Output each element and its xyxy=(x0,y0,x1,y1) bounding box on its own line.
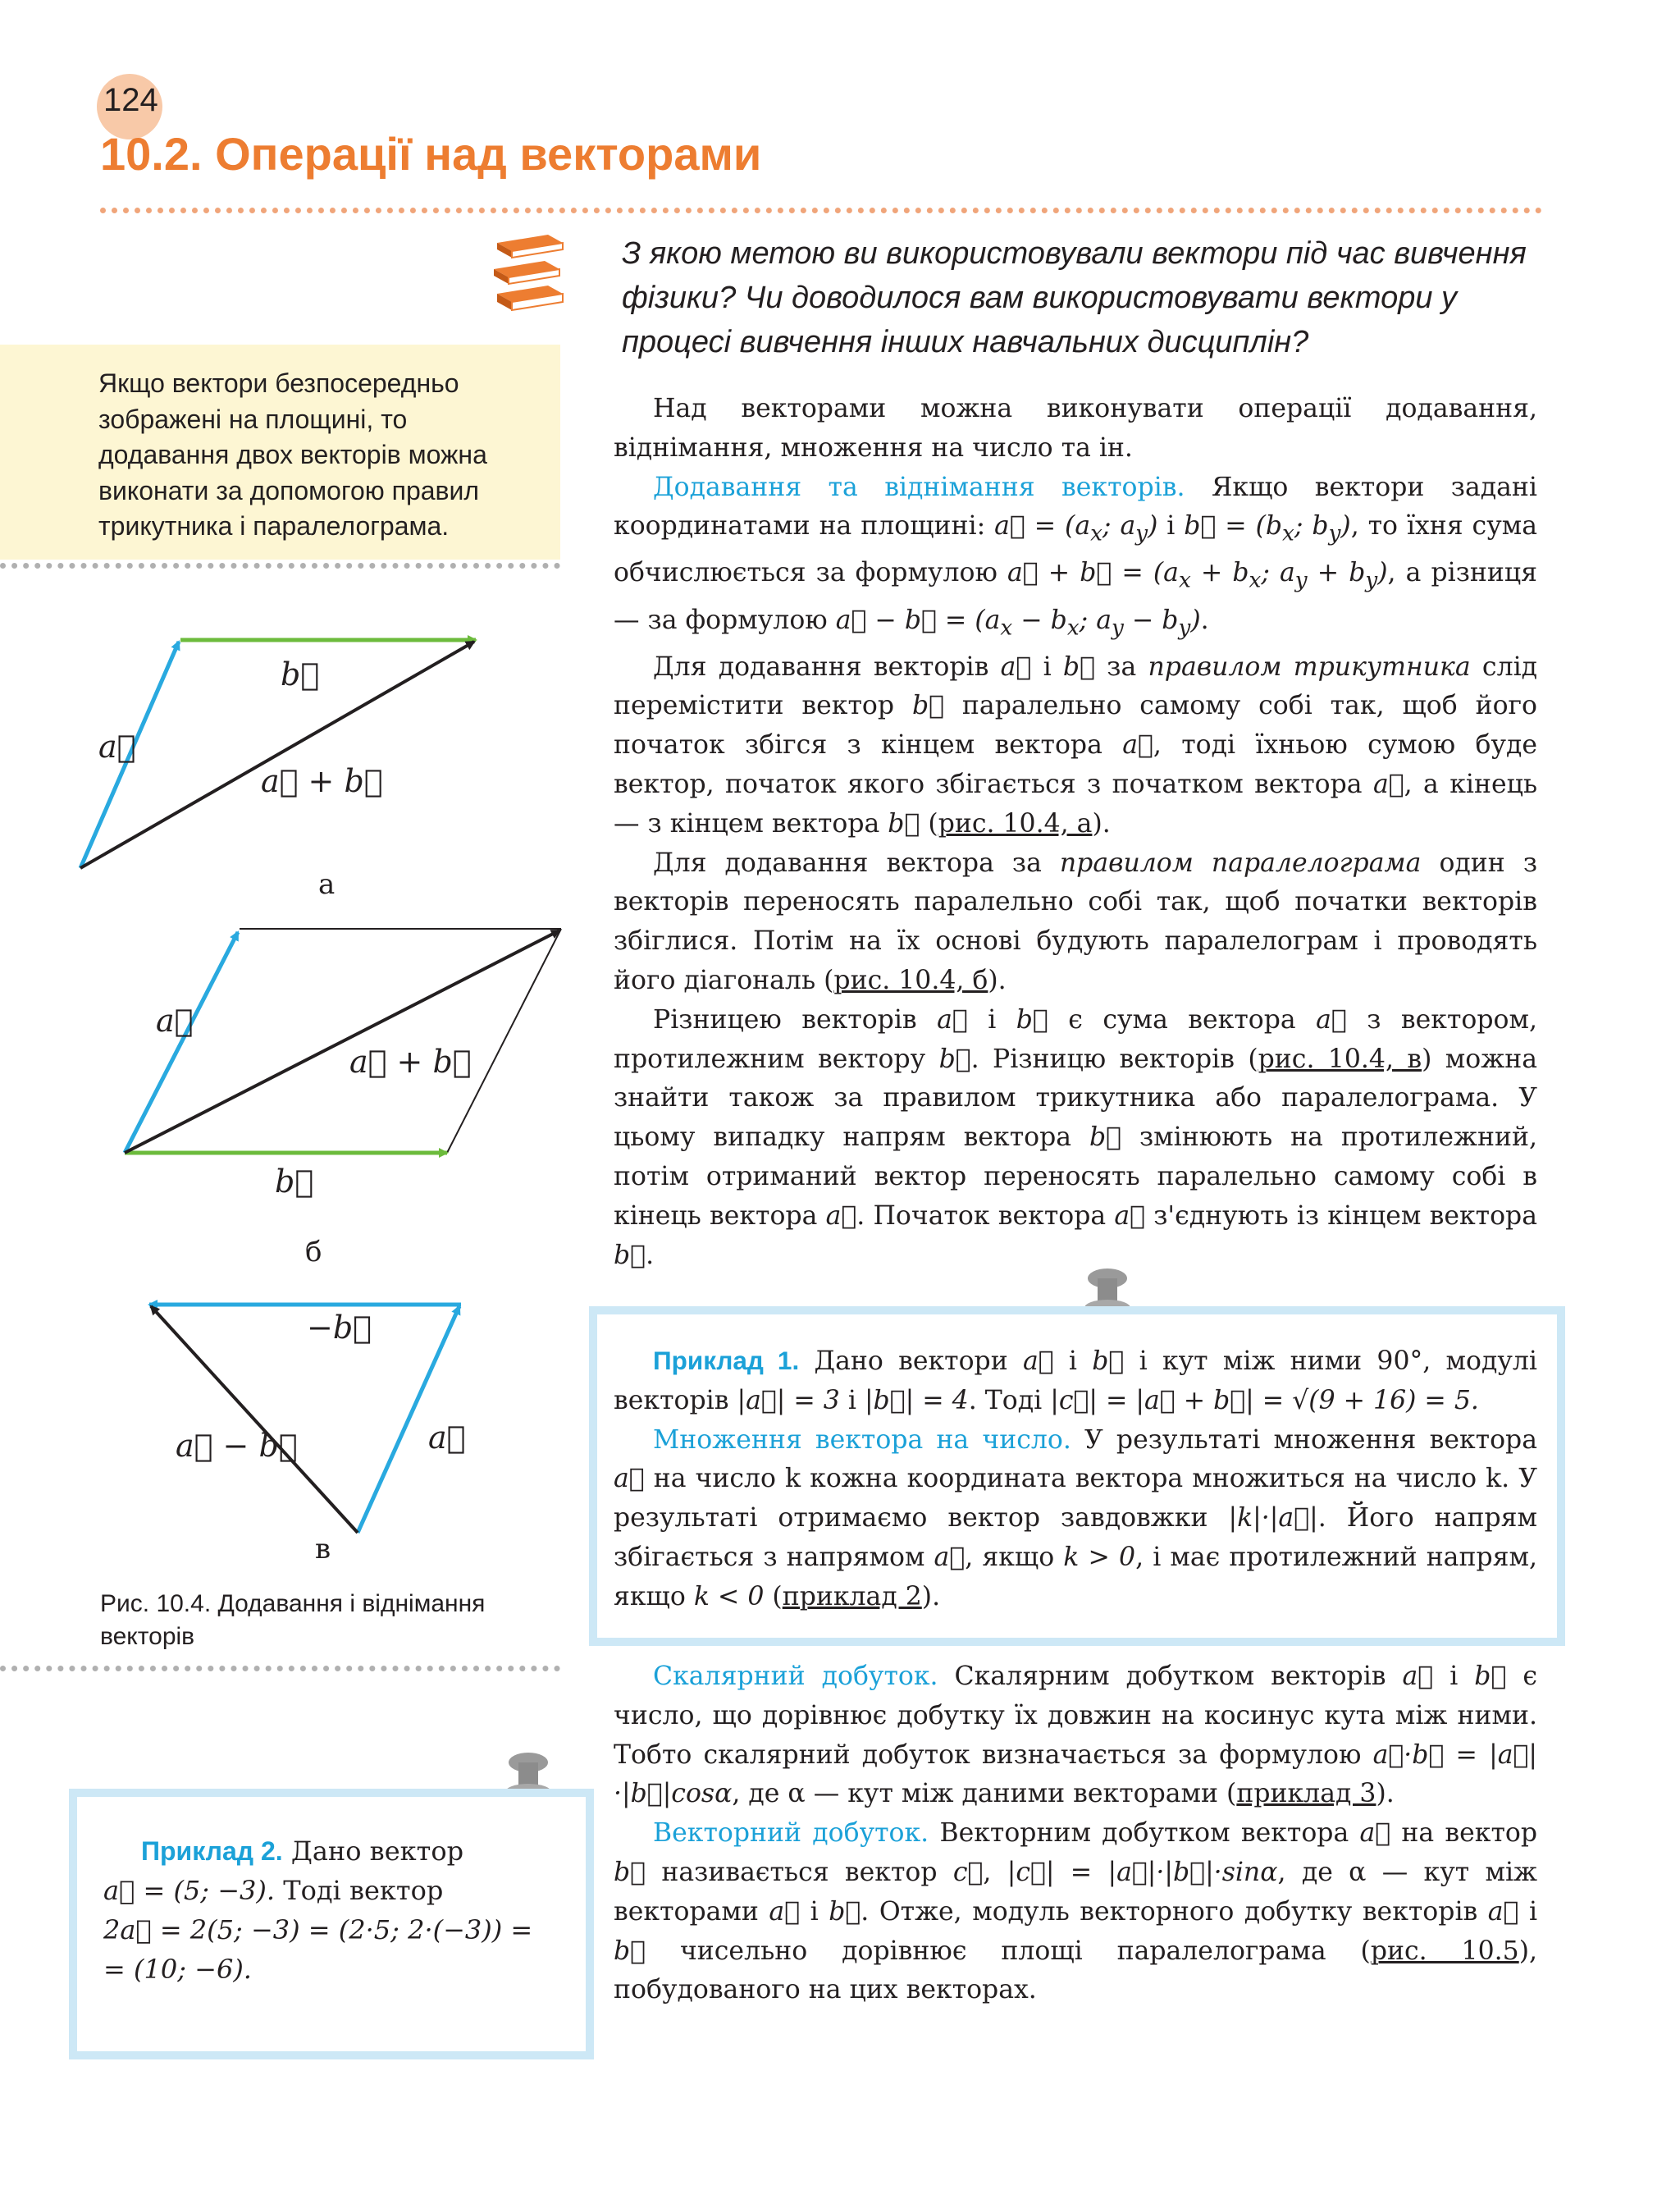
example-2-ref[interactable]: приклад 2 xyxy=(782,1581,922,1611)
addsub-heading: Додавання та віднімання векторів. xyxy=(653,472,1185,502)
figure-caption: Рис. 10.4. Додавання і віднімання векторів xyxy=(100,1590,486,1650)
example-2-line-4: = (10; −6). xyxy=(103,1954,252,1985)
books-icon xyxy=(491,231,566,313)
side-note-text: Якщо вектори безпосередньо зображені на площині, то додавання двох векторів можна виконати за допомогою правил трикутника і паралелограма. xyxy=(98,368,487,541)
label-vec-a2: a⃗ xyxy=(156,1003,194,1039)
example-2-line-2: a⃗ = (5; −3). Тоді вектор xyxy=(103,1875,444,1906)
scalar-product-heading: Скалярний добуток. xyxy=(653,1662,938,1691)
figure-label-a: а xyxy=(318,868,336,901)
sum-vector-arrow xyxy=(80,642,474,868)
intro-paragraph: Над векторами можна виконувати операції додавання, віднімання, множення на число та ін. xyxy=(614,394,1537,463)
scalar-product-paragraph: Скалярний добуток. Скалярним добутком векторів a⃗ і b⃗ є число, що дорівнює добутку їх довжин на косинус кута між ними. Тобто скалярний добуток визначається за формулою a⃗·b⃗ = |a⃗|·|b⃗|cosα, де α — кут між даними векторами (приклад 3). xyxy=(614,1662,1538,1809)
parallelogram-rule-paragraph: Для додавання вектора за правилом паралелограма один з векторів переносять паралельно собі так, щоб початки векторів збіглися. Потім на їх основі будують паралелограм і проводять його діагональ (рис. 10.4, б). xyxy=(614,848,1537,996)
note-divider xyxy=(0,563,560,569)
fig-ref-v[interactable]: рис. 10.4, в xyxy=(1258,1044,1422,1074)
label-difference: a⃗ − b⃗ xyxy=(176,1428,298,1464)
intro-question: З якою метою ви використовували вектори під час вивчення фізики? Чи доводилося вам використовувати вектори у процесі вивчення інших навчальних дисциплін? xyxy=(622,236,1527,359)
fig-ref-b[interactable]: рис. 10.4, б xyxy=(833,966,988,996)
example-2-line-1: Приклад 2. Дано вектор xyxy=(141,1835,464,1867)
main-text-block xyxy=(614,390,1537,1275)
example-1-title: Приклад 1. xyxy=(653,1346,800,1375)
title-divider xyxy=(100,208,1542,213)
label-vec-b1: b⃗ xyxy=(281,656,320,693)
fig-ref-a[interactable]: рис. 10.4, а xyxy=(938,808,1093,839)
label-vec-a3: a⃗ xyxy=(428,1419,466,1456)
example-2-text xyxy=(103,1831,563,1989)
figure-a-triangle xyxy=(80,640,476,868)
triangle-rule-paragraph: Для додавання векторів a⃗ і b⃗ за правилом трикутника слід перемістити вектор b⃗ паралельно самому собі так, щоб його початок збігся з кінцем вектора a⃗, тоді їхньою сумою буде вектор, початок якого збігається з початком вектора a⃗, а кінець — з кінцем вектора b⃗ (рис. 10.4, а). xyxy=(614,651,1538,839)
label-sum1: a⃗ + b⃗ xyxy=(261,763,383,799)
figure-b-parallelogram xyxy=(125,929,561,1153)
multiplication-paragraph: Множення вектора на число. У результаті множення вектора a⃗ на число k кожна координата вектора множиться на число k. У результаті отримаємо вектор завдовжки |k|·|a⃗|. Його напрям збігається з напрямом a⃗, якщо k > 0, і має протилежний напрям, якщо k < 0 (приклад 2). xyxy=(614,1424,1538,1611)
section-title: 10.2. Операції над векторами xyxy=(100,128,762,180)
sum-vector-arrow xyxy=(125,930,559,1153)
example-2-line-3: 2a⃗ = 2(5; −3) = (2·5; 2·(−3)) = xyxy=(103,1914,533,1945)
vector-product-heading: Векторний добуток. xyxy=(653,1818,929,1849)
main-text-block-2 xyxy=(614,1657,1537,2010)
difference-paragraph: Різницею векторів a⃗ і b⃗ є сума вектора a⃗ з вектором, протилежним вектору b⃗. Різницю векторів (рис. 10.4, в) можна знайти також за правилом трикутника або паралелограма. У цьому випадку напрям вектора b⃗ змінюють на протилежний, потім отриманий вектор переносять паралельно самому собі в кінець вектора a⃗. Початок вектора a⃗ з'єднують із кінцем вектора b⃗. xyxy=(614,1004,1538,1270)
label-vec-a1: a⃗ xyxy=(98,729,136,765)
figure-v-difference xyxy=(149,1305,461,1533)
caption-divider xyxy=(0,1666,560,1671)
page-number: 124 xyxy=(103,82,158,118)
figure-label-v: в xyxy=(315,1533,331,1566)
fig-10-5-ref[interactable]: рис. 10.5 xyxy=(1370,1936,1519,1966)
example-2-title: Приклад 2. xyxy=(141,1836,283,1866)
example-3-ref[interactable]: приклад 3 xyxy=(1236,1779,1376,1809)
parallelogram-right-side xyxy=(447,929,561,1153)
label-vec-b2: b⃗ xyxy=(275,1163,314,1200)
vector-a-arrow xyxy=(125,932,238,1153)
example-1-paragraph: Приклад 1. Дано вектори a⃗ і b⃗ і кут між ними 90°, модулі векторів |a⃗| = 3 і |b⃗| = 4. Тоді |c⃗| = |a⃗ + b⃗| = √(9 + 16) = 5. xyxy=(614,1346,1538,1415)
figure-label-b: б xyxy=(305,1236,322,1268)
addsub-paragraph: Додавання та віднімання векторів. Якщо вектори задані координатами на площині: a⃗ = ($a_x$; $a_y$) і b⃗ = ($b_x$; $b_y$), то їхня сума обчислюється за формулою a⃗ + b⃗ = ($a_x + b_x$; $a_y + b_y$), а різниця — за формулою a⃗ − b⃗ = ($a_x - b_x$; $a_y - b_y$). xyxy=(614,472,1538,640)
label-minus-b: −b⃗ xyxy=(307,1310,372,1346)
multiplication-heading: Множення вектора на число. xyxy=(653,1424,1071,1455)
example-1-text xyxy=(614,1342,1537,1617)
label-sum2: a⃗ + b⃗ xyxy=(349,1044,472,1080)
vector-product-paragraph: Векторний добуток. Векторним добутком вектора a⃗ на вектор b⃗ називається вектор c⃗, |c⃗| = |a⃗|·|b⃗|·sinα, де α — кут між векторами a⃗ і b⃗. Отже, модуль векторного добутку векторів a⃗ і b⃗ чисельно дорівнює площі паралелограма (рис. 10.5), побудованого на цих векторах. xyxy=(614,1818,1538,2005)
